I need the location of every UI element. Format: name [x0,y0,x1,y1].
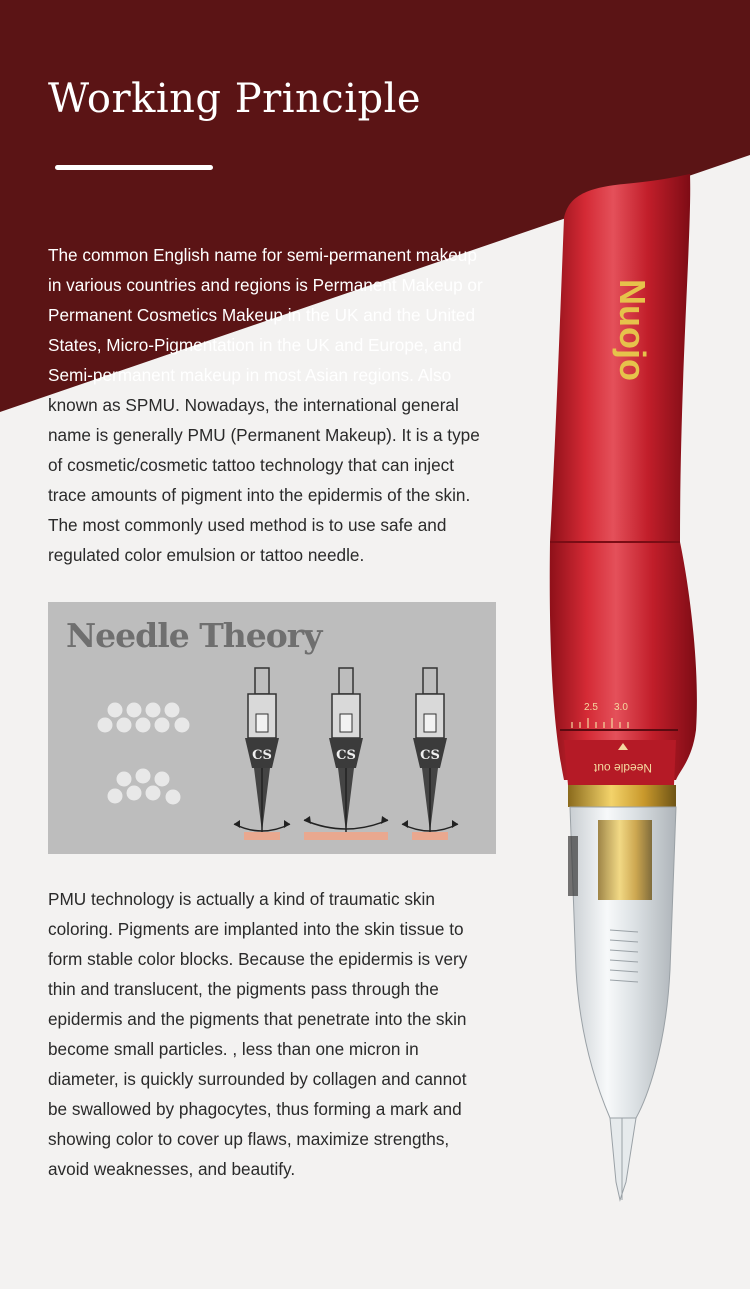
intro-line: in various countries and regions is Permanent Makeup or [48,275,483,295]
needle-dot-cluster-top [98,703,190,733]
pmu-line: be swallowed by phagocytes, thus forming a mark and [48,1099,462,1119]
pmu-line: thin and translucent, the pigments pass through the [48,979,439,999]
pen-scale-right: 3.0 [614,702,628,713]
needle-theory-title: Needle Theory [66,616,322,655]
intro-line: The common English name for semi-permanent makeup [48,245,477,265]
svg-text:CS: CS [420,748,440,763]
pmu-line: epidermis and the pigments that penetrate into the skin [48,1009,467,1029]
needle-theory-panel [48,602,496,854]
svg-text:CS: CS [252,748,272,763]
pen-scale-left: 2.5 [584,702,598,713]
intro-line: regulated color emulsion or tattoo needle. [48,545,365,565]
intro-line: States, Micro-Pigmentation in the UK and Europe, and [48,335,462,355]
intro-line: Semi-permanent makeup in most Asian regions. Also [48,365,452,385]
pmu-line: diameter, is quickly surrounded by collagen and cannot [48,1069,467,1089]
pmu-line: become small particles. , less than one micron in [48,1039,419,1059]
pmu-line: showing color to cover up flaws, maximize strengths, [48,1129,450,1149]
intro-line: Permanent Cosmetics Makeup in the UK and the United [48,305,476,325]
page-title: Working Principle [48,76,422,122]
svg-text:CS: CS [336,748,356,763]
intro-line: of cosmetic/cosmetic tattoo technology that can inject [48,455,455,475]
intro-line: trace amounts of pigment into the epidermis of the skin. [48,485,471,505]
pmu-line: coloring. Pigments are implanted into the skin tissue to [48,919,464,939]
pen-needle-out-label: Needle out [593,761,653,775]
pmu-pen-image [540,170,710,1210]
intro-line: The most commonly used method is to use safe and [48,515,447,535]
pmu-line: PMU technology is actually a kind of traumatic skin [48,889,435,909]
pen-brand-logo: Nuojo [612,279,653,381]
title-underline [55,165,213,170]
needle-cartridge-right [402,668,458,840]
pmu-paragraph [48,884,508,1184]
intro-paragraph [48,240,508,570]
needle-cartridge-center [304,668,388,840]
needle-cartridge-left [234,668,290,840]
intro-line: known as SPMU. Nowadays, the international general [48,395,459,415]
needle-dot-cluster-bottom [108,769,181,805]
intro-line: name is generally PMU (Permanent Makeup). It is a type [48,425,480,445]
pmu-line: form stable color blocks. Because the epidermis is very [48,949,468,969]
pmu-line: avoid weaknesses, and beautify. [48,1159,296,1179]
